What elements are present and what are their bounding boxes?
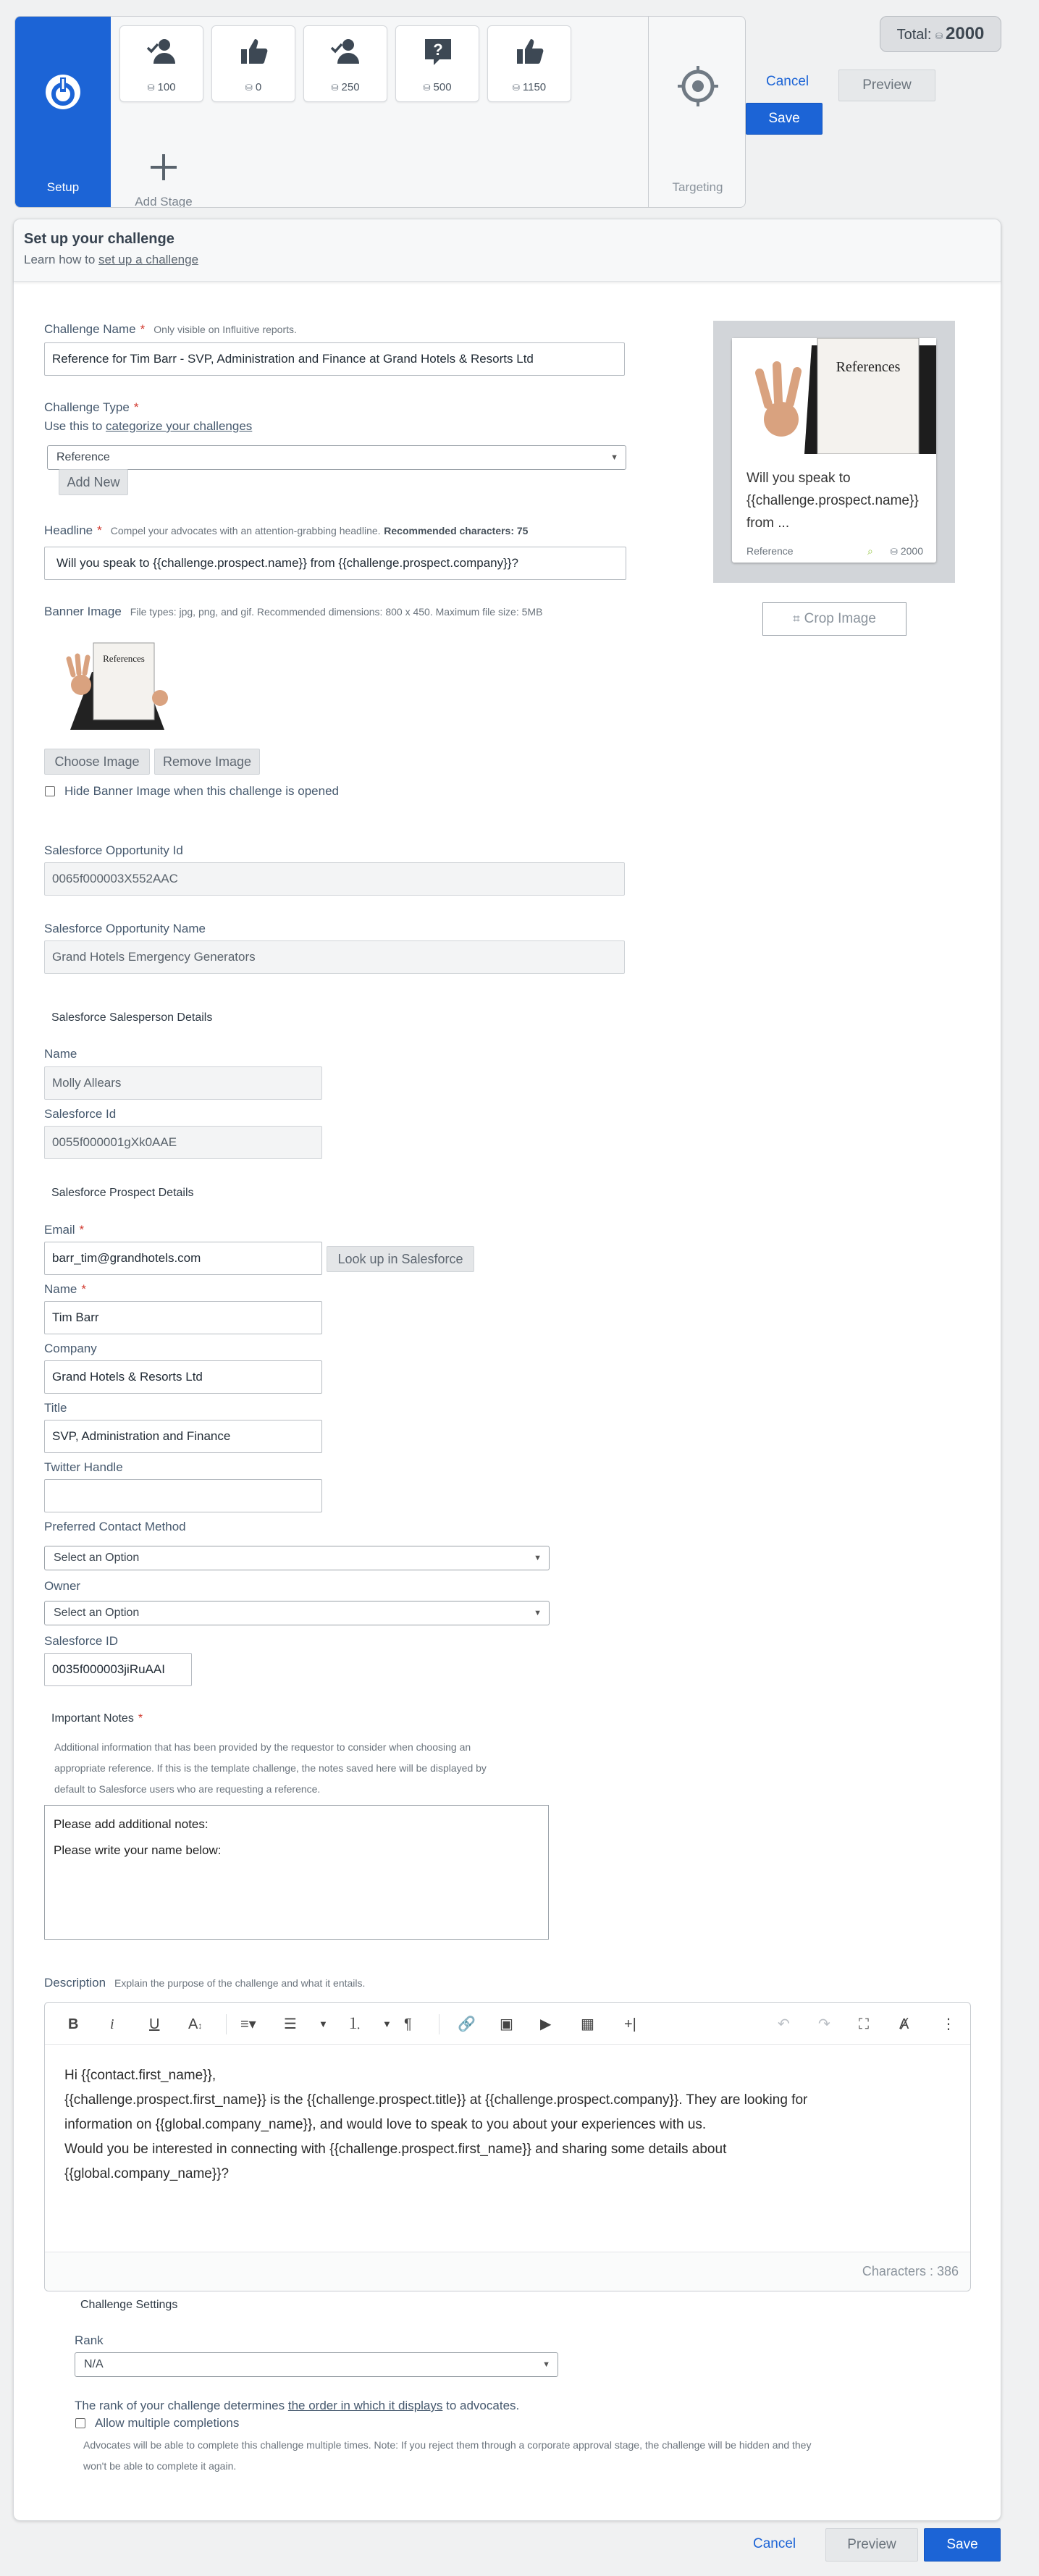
stage-setup-label: Setup [46,180,80,194]
headline-label: Headline [44,523,93,537]
headline-input[interactable]: Will you speak to {{challenge.prospect.name}} from {{challenge.prospect.company}}? [44,547,626,580]
numbered-dropdown-icon[interactable]: ▼ [382,2019,392,2029]
coin-icon: ⛁ [890,547,898,557]
preview-card[interactable] [732,338,936,563]
multiple-completions-label: Allow multiple completions [95,2416,240,2430]
challenge-name-input[interactable]: Reference for Tim Barr - SVP, Administration and Finance at Grand Hotels & Resorts Ltd [44,342,625,376]
list-dropdown-icon[interactable]: ▼ [319,2019,328,2029]
owner-label: Owner [44,1579,81,1593]
italic-icon[interactable]: i [110,2016,114,2032]
challenge-type-label: Challenge Type [44,400,130,414]
notes-label: Important Notes [51,1712,134,1725]
total-points-badge: Total: ⛁ 2000 [880,16,1001,52]
description-label: Description [44,1976,106,1990]
page-title: Set up your challenge [24,231,174,247]
undo-icon[interactable]: ↶ [778,2016,790,2032]
lookup-salesforce-button[interactable]: Look up in Salesforce [327,1246,474,1272]
caret-down-icon: ▼ [534,1609,542,1617]
video-icon[interactable]: ▶ [540,2016,552,2032]
add-stage-button[interactable] [118,138,209,208]
thumbs-up-icon [513,35,547,70]
hide-banner-checkbox[interactable] [45,786,55,796]
chat-icon: ⌕ [867,545,873,557]
bullet-list-icon[interactable]: ☰ [284,2016,297,2032]
challenge-name-label: Challenge Name [44,322,136,336]
twitter-label: Twitter Handle [44,1460,123,1474]
more-icon[interactable]: ⋮ [941,2016,956,2032]
sp-name-label: Name [44,1047,77,1061]
coin-icon: ⛁ [512,83,520,93]
stage-card-2[interactable] [211,25,295,102]
sp-id-input[interactable]: 0055f000001gXk0AAE [44,1126,322,1159]
caret-down-icon: ▼ [534,1554,542,1562]
add-stage-label: Add Stage [135,195,193,208]
challenge-setup-panel: Set up your challenge Learn how to set up a challenge Challenge Name * Only visible on Influitive reports. Reference for Tim Barr - SVP, Administration and Finance at Grand Hotels & Resorts Ltd Challenge Type * Use this to categorize your challenges Reference ▼ Add New Headline * Compel your advocates with an attention-grabbing headline. Recommended characters: 75 Will you speak to {{challenge.prospect.name}} from {{challenge.prospect.company}}? Banner Image File types: jpg, png, and gif. Recommended dimensions: 800 x 450. Maximum file size: 5MB References Choose Image Remove Image Hide Banner Image when this challenge is opened Salesforce Opportunity Id 0065f000003X552AAC Salesforce Opportunity Name Grand Hotels Emergency Generators Salesforce Salesperson Details Name Molly Allears Salesforce Id 0055f000001gXk0AAE Salesforce Prospect Details Email * barr_tim@grandhotels.com Look up in Salesforce Name * Tim Barr Company Grand Hotels & Resorts Ltd Title SVP, Administration and Finance Twitter Handle Preferred Contact Method Select an Option ▼ Owner Select an Option ▼ Salesforce ID 0035f000003jiRuAAI Important Notes * Additional information that has been provided by the requestor to consider when choosing an appropriate reference. If this is the template challenge, the notes saved here will be displayed by default to Salesforce users who are requesting a reference. Please add additional notes: Please write your name below: Description Explain the purpose of the challenge and what it entails. B i U A↕ ≡▾ ☰ ▼ ⒈ ▼ ¶ 🔗 ▣ ▶ ▦ +| ↶ ↷ ⛶ Ⱥ ⋮ Hi {{contact.first_name}}, {{challenge.prospect.first_name}} is the {{challenge.prospect.title}} at {{challenge.prospect.company}}. They are looking for information on {{global.company_name}}, and would love to speak to you about your experiences with us. Would you be interested in connecting with {{challenge.prospect.first_name}} and sharing some details about {{global.company_name}}? Characters : 386 Challenge Settings Rank N/A ▼ The rank of your challenge determines the order in which it displays to advocates. Allow multiple completions Advocates will be able to complete this challenge multiple times. Note: If you reject them through a corporate approval stage, the challenge will be hidden and they won't be able to complete it again. References Will you speak to {{challenge.prospect.name}} from ... Reference ⌕ ⛁ 2000 ⌗ Crop Image [13,219,1001,2521]
title-input[interactable]: SVP, Administration and Finance [44,1420,322,1453]
sp-id-label: Salesforce Id [44,1107,117,1121]
stage-bar [14,16,746,208]
underline-icon[interactable]: U [149,2016,160,2032]
prospect-name-input[interactable]: Tim Barr [44,1301,322,1334]
notes-textarea[interactable] [44,1805,549,1940]
stage-setup[interactable] [15,17,111,208]
banner-image [49,628,183,730]
stage-card-4[interactable] [395,25,479,102]
panel-header: Set up your challenge Learn how to set up a challenge [14,219,1001,282]
description-editor[interactable] [44,2002,971,2291]
user-check-icon [329,35,363,70]
stage-card-3[interactable] [303,25,387,102]
caret-down-icon: ▼ [610,453,618,462]
targeting-label: Targeting [672,180,723,194]
prospect-name-label: Name [44,1282,77,1296]
stage-points: 1150 [522,81,547,93]
stage-points: 250 [341,81,360,93]
opp-name-label: Salesforce Opportunity Name [44,922,206,935]
clear-format-icon[interactable]: Ⱥ [899,2016,909,2032]
preview-image-text: References [836,359,901,375]
link-icon[interactable]: 🔗 [458,2016,476,2032]
coin-icon: ⛁ [423,83,431,93]
bold-icon[interactable]: B [68,2016,79,2032]
coin-icon: ⛁ [245,83,253,93]
align-icon[interactable]: ≡▾ [240,2016,256,2032]
owner-select[interactable]: Select an Option ▼ [44,1601,550,1625]
insert-icon[interactable]: +| [624,2016,636,2032]
prospect-section-title: Salesforce Prospect Details [51,1187,194,1199]
rank-order-link[interactable]: the order in which it displays [287,2399,443,2412]
challenge-preview [713,321,955,583]
stage-points: 100 [157,81,176,93]
preview-type: Reference [746,545,794,557]
rank-label: Rank [75,2333,104,2347]
multiple-completions-checkbox[interactable] [75,2418,85,2428]
plus-icon [149,153,178,182]
user-check-icon [145,35,180,70]
company-input[interactable]: Grand Hotels & Resorts Ltd [44,1360,322,1394]
sf-id-label: Salesforce ID [44,1634,119,1648]
question-icon [421,35,455,70]
sp-name-input[interactable]: Molly Allears [44,1066,322,1100]
top-cancel-button[interactable]: Cancel [766,74,809,89]
font-size-icon[interactable]: A↕ [188,2016,203,2032]
influitive-logo-icon [41,70,85,114]
sf-id-input[interactable]: 0035f000003jiRuAAI [44,1653,192,1686]
contact-method-label: Preferred Contact Method [44,1520,186,1533]
preview-headline: Will you speak to {{challenge.prospect.name}} from ... [746,471,919,531]
stage-card-1[interactable] [119,25,203,102]
caret-down-icon: ▼ [542,2360,550,2369]
title-label: Title [44,1401,67,1415]
contact-method-select[interactable]: Select an Option ▼ [44,1546,550,1570]
choose-image-button[interactable]: Choose Image [44,749,150,775]
coin-icon: ⛁ [147,83,155,93]
categorize-link[interactable]: categorize your challenges [106,419,253,433]
redo-icon[interactable]: ↷ [818,2016,830,2032]
setup-help-link[interactable]: set up a challenge [98,253,199,266]
add-new-button[interactable]: Add New [59,469,128,495]
stage-points: 0 [255,81,262,93]
fullscreen-icon[interactable]: ⛶ [859,2016,869,2032]
table-icon[interactable]: ▦ [581,2016,594,2032]
stage-card-5[interactable] [487,25,571,102]
crop-image-button[interactable]: ⌗ Crop Image [762,602,907,636]
preview-points: 2000 [900,545,923,557]
company-label: Company [44,1342,97,1355]
top-preview-button[interactable]: Preview [838,70,935,101]
remove-image-button[interactable]: Remove Image [154,749,260,775]
top-save-button[interactable]: Save [746,103,823,135]
salesperson-section-title: Salesforce Salesperson Details [51,1011,213,1024]
opp-name-input[interactable]: Grand Hotels Emergency Generators [44,940,625,974]
banner-image-label: Banner Image [44,605,122,618]
twitter-input[interactable] [44,1479,322,1512]
thumbs-up-icon [237,35,272,70]
stage-points: 500 [433,81,452,93]
bottom-save-button[interactable]: Save [924,2528,1001,2562]
email-label: Email [44,1223,75,1237]
email-input[interactable]: barr_tim@grandhotels.com [44,1242,322,1275]
crop-icon: ⌗ [793,612,800,626]
opp-id-input[interactable]: 0065f000003X552AAC [44,862,625,896]
opp-id-label: Salesforce Opportunity Id [44,843,183,857]
rank-select[interactable]: N/A ▼ [75,2352,558,2377]
preview-image [732,338,936,454]
settings-section-title: Challenge Settings [80,2299,178,2311]
paragraph-format-icon[interactable]: ¶ [404,2016,412,2032]
editor-toolbar [45,2003,970,2045]
coin-icon: ⛁ [331,83,339,93]
image-icon[interactable]: ▣ [500,2016,513,2032]
target-icon [676,64,720,108]
coin-icon: ⛁ [935,31,943,41]
character-count: Characters : 386 [862,2264,959,2278]
numbered-list-icon[interactable]: ⒈ [348,2016,362,2032]
bottom-cancel-button[interactable]: Cancel [753,2536,796,2551]
banner-image-text: References [103,653,145,664]
svg-text:?: ? [433,41,443,59]
challenge-type-select[interactable]: Reference ▼ [47,445,626,470]
editor-content[interactable]: Hi {{contact.first_name}}, {{challenge.prospect.first_name}} is the {{challenge.prospect.title}} at {{challenge.prospect.company}}. They are looking for information on {{global.company_name}}, and would love to speak to you about your experiences with us. Would you be interested in connecting with {{challenge.prospect.first_name}} and sharing some details about {{global.company_name}}? [64,2068,808,2181]
hide-banner-label: Hide Banner Image when this challenge is opened [64,784,339,798]
stage-targeting[interactable] [648,17,746,208]
bottom-preview-button[interactable]: Preview [825,2528,918,2562]
